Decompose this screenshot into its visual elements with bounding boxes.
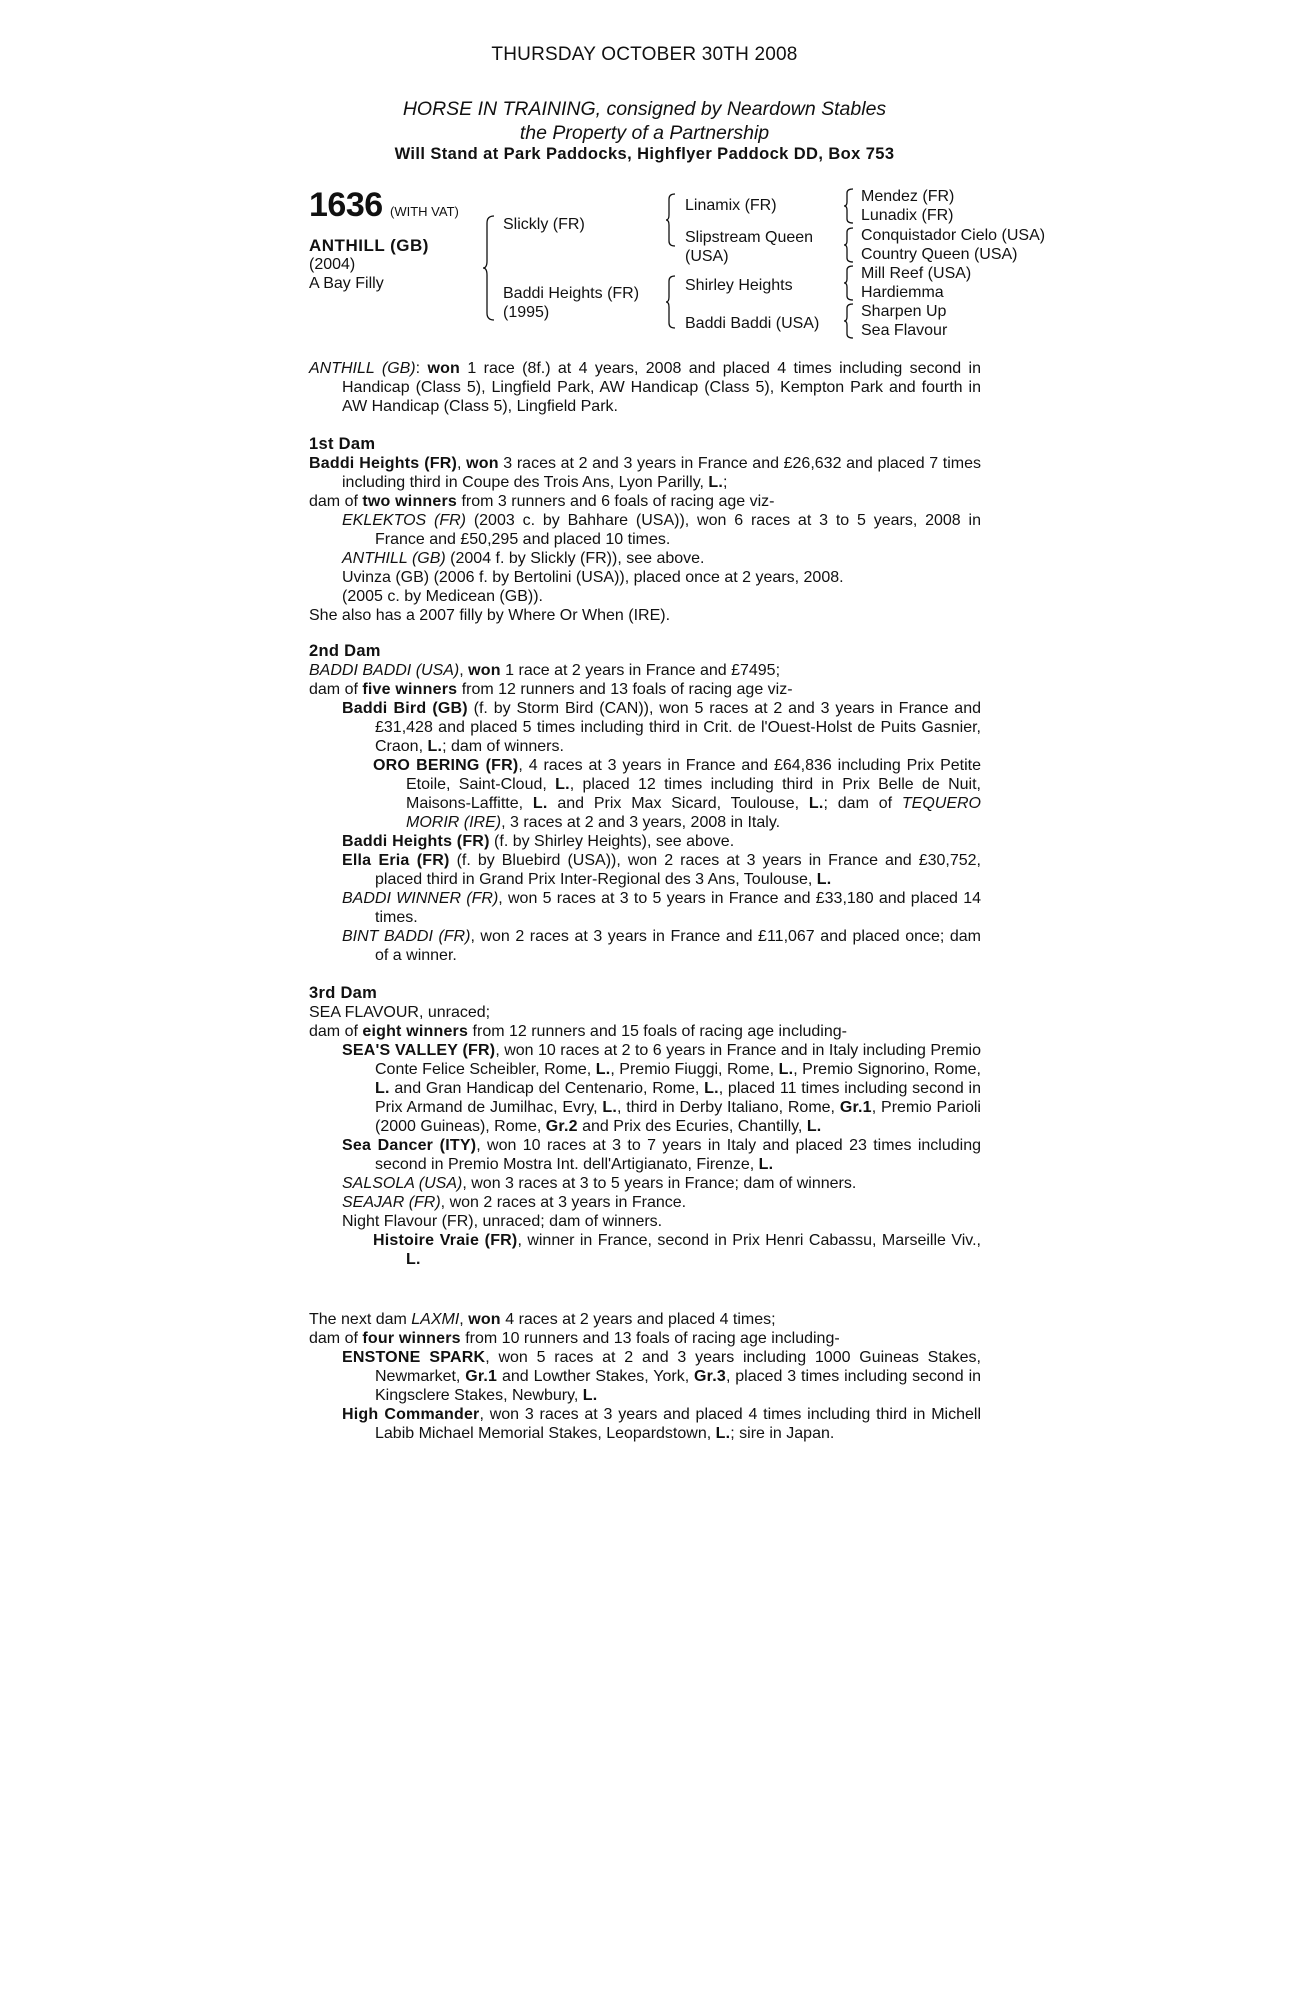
pedigree-gen3-7: Sharpen Up xyxy=(861,303,947,320)
list-item: BADDI WINNER (FR), won 5 races at 3 to 5 years in France and £33,180 and placed 14 times. xyxy=(342,890,981,926)
pedigree-dam-sire: Shirley Heights xyxy=(685,277,793,294)
pedigree-sire-dam-origin: (USA) xyxy=(685,248,729,265)
second-dam-name: BADDI BADDI (USA) xyxy=(309,662,460,679)
gen3-brace-3 xyxy=(843,265,855,301)
list-item: (2005 c. by Medicean (GB)). xyxy=(342,588,543,605)
list-item: EKLEKTOS (FR) (2003 c. by Bahhare (USA)), won 6 races at 3 to 5 years, 2008 in France and £50,295 and placed 10 times. xyxy=(342,512,981,548)
list-item: Sea Dancer (ITY), won 10 races at 3 to 7 years in Italy and placed 23 times including second in Premio Mostra Int. dell'Artigianato, Firenze, L. xyxy=(342,1137,981,1173)
third-dam-section: SEA FLAVOUR, unraced; dam of eight winners from 12 runners and 15 foals of racing age including- SEA'S VALLEY (FR), won 10 races at 2 to 6 years in France and in Italy including Premio Conte Felice Scheibler, Rome, L., Premio Fiuggi, Rome, L., Premio Signorino, Rome, L. and Gran Handicap del Centenario, Rome, L., placed 11 times including second in Prix Armand de Jumilhac, Evry, L., third in Derby Italiano, Rome, Gr.1, Premio Parioli (2000 Guineas), Rome, Gr.2 and Prix des Ecuries, Chantilly, L. Sea Dancer (ITY), won 10 races at 3 to 7 years in Italy and placed 23 times including second in Premio Mostra Int. dell'Artigianato, Firenze, L. SALSOLA (USA), won 3 races at 3 to 5 years in France; dam of winners. SEAJAR (FR), won 2 races at 3 years in France. Night Flavour (FR), unraced; dam of winners. Histoire Vraie (FR), winner in France, second in Prix Henri Cabassu, Marseille Viv., L. xyxy=(309,1004,982,1268)
second-dam-section: BADDI BADDI (USA), won 1 race at 2 years in France and £7495; dam of five winners from 12 runners and 13 foals of racing age viz- Baddi Bird (GB) (f. by Storm Bird (CAN)), won 5 races at 2 and 3 years in France and £31,428 and placed 5 times including third in Crit. de l'Ouest-Holst de Puits Gasnier, Craon, L.; dam of winners. ORO BERING (FR), 4 races at 3 years in France and £64,836 including Prix Petite Etoile, Saint-Cloud, L., placed 12 times including third in Prix Belle de Nuit, Maisons-Laffitte, L. and Prix Max Sicard, Toulouse, L.; dam of TEQUERO MORIR (IRE), 3 races at 2 and 3 years, 2008 in Italy. Baddi Heights (FR) (f. by Shirley Heights), see above. Ella Eria (FR) (f. by Bluebird (USA)), won 2 races at 3 years in France and £30,752, placed third in Grand Prix Inter-Regional des 3 Ans, Toulouse, L. BADDI WINNER (FR), won 5 races at 3 to 5 years in France and £33,180 and placed 14 times. BINT BADDI (FR), won 2 races at 3 years in France and £11,067 and placed once; dam of a winner. xyxy=(309,662,982,964)
race-record: ANTHILL (GB): won 1 race (8f.) at 4 years, 2008 and placed 4 times including second in Handicap (Class 5), Lingfield Park, AW Handicap (Class 5), Kempton Park and fourth in AW Handicap (Class 5), Lingfield Park. xyxy=(309,360,981,415)
list-item: Uvinza (GB) (2006 f. by Bertolini (USA)), placed once at 2 years, 2008. xyxy=(342,569,844,586)
list-item: Baddi Bird (GB) (f. by Storm Bird (CAN)), won 5 races at 2 and 3 years in France and £31,428 and placed 5 times including third in Crit. de l'Ouest-Holst de Puits Gasnier, Craon, L.; dam of winners. xyxy=(342,700,982,755)
next-dam-section: The next dam LAXMI, won 4 races at 2 years and placed 4 times; dam of four winners from 10 runners and 13 foals of racing age including- ENSTONE SPARK, won 5 races at 2 and 3 years including 1000 Guineas Stakes, Newmarket, Gr.1 and Lowther Stakes, York, Gr.3, placed 3 times including second in Kingsclere Stakes, Newbury, L. High Commander, won 3 races at 3 years and placed 4 times including third in Michell Labib Michael Memorial Stakes, Leopardstown, L.; sire in Japan. xyxy=(309,1311,982,1442)
stand-location: Will Stand at Park Paddocks, Highflyer Paddock DD, Box 753 xyxy=(394,145,895,163)
pedigree-gen3-4: Country Queen (USA) xyxy=(861,246,1018,263)
vat-note: (WITH VAT) xyxy=(390,204,459,219)
consignment-line: HORSE IN TRAINING, consigned by Neardown Stables xyxy=(402,98,887,120)
list-item: SEAJAR (FR), won 2 races at 3 years in France. xyxy=(342,1194,687,1211)
pedigree-gen3-3: Conquistador Cielo (USA) xyxy=(861,227,1046,244)
horse-year: (2004) xyxy=(309,256,356,273)
pedigree-sire-sire: Linamix (FR) xyxy=(685,197,777,214)
pedigree-dam: Baddi Heights (FR) xyxy=(503,285,640,302)
also-note: She also has a 2007 filly by Where Or When (IRE). xyxy=(309,607,671,624)
gen3-brace-4 xyxy=(843,303,855,339)
pedigree-gen3-5: Mill Reef (USA) xyxy=(861,265,972,282)
list-item: ORO BERING (FR), 4 races at 3 years in France and £64,836 including Prix Petite Etoile, Saint-Cloud, L., placed 12 times including third in Prix Belle de Nuit, Maisons-Laffitte, L. and Prix Max Sicard, Toulouse, L.; dam of TEQUERO MORIR (IRE), 3 races at 2 and 3 years, 2008 in Italy. xyxy=(373,757,982,831)
list-item: SEA'S VALLEY (FR), won 10 races at 2 to 6 years in France and in Italy including Premio Conte Felice Scheibler, Rome, L., Premio Fiuggi, Rome, L., Premio Signorino, Rome, L. and Gran Handicap del Centenario, Rome, L., placed 11 times including second in Prix Armand de Jumilhac, Evry, L., third in Derby Italiano, Rome, Gr.1, Premio Parioli (2000 Guineas), Rome, Gr.2 and Prix des Ecuries, Chantilly, L. xyxy=(342,1042,982,1135)
pedigree-gen3-6: Hardiemma xyxy=(861,284,944,301)
first-dam-name: Baddi Heights (FR) xyxy=(309,455,457,472)
sire-parents-brace xyxy=(665,193,677,247)
list-item: ENSTONE SPARK, won 5 races at 2 and 3 years including 1000 Guineas Stakes, Newmarket, Gr.1 and Lowther Stakes, York, Gr.3, placed 3 times including second in Kingsclere Stakes, Newbury, L. xyxy=(342,1349,982,1404)
pedigree-sire: Slickly (FR) xyxy=(503,216,585,233)
dam-parents-brace xyxy=(665,275,677,329)
first-dam-heading: 1st Dam xyxy=(309,435,376,453)
gen3-brace-2 xyxy=(843,227,855,263)
pedigree-gen3-1: Mendez (FR) xyxy=(861,188,955,205)
next-dam-name: LAXMI xyxy=(411,1311,460,1328)
third-dam-heading: 3rd Dam xyxy=(309,984,378,1002)
sire-dam-brace xyxy=(482,215,496,321)
list-item: BINT BADDI (FR), won 2 races at 3 years in France and £11,067 and placed once; dam of a winner. xyxy=(342,928,982,964)
pedigree-dam-dam: Baddi Baddi (USA) xyxy=(685,315,820,332)
gen3-brace-1 xyxy=(843,188,855,224)
pedigree-gen3-2: Lunadix (FR) xyxy=(861,207,954,224)
list-item: ANTHILL (GB) (2004 f. by Slickly (FR)), see above. xyxy=(342,550,705,567)
list-item: Baddi Heights (FR) (f. by Shirley Heights), see above. xyxy=(342,833,735,850)
second-dam-heading: 2nd Dam xyxy=(309,642,381,660)
list-item: Histoire Vraie (FR), winner in France, second in Prix Henri Cabassu, Marseille Viv., L. xyxy=(373,1232,981,1268)
pedigree-gen3-8: Sea Flavour xyxy=(861,322,948,339)
horse-name: ANTHILL (GB) xyxy=(309,236,429,255)
lot-number: 1636 xyxy=(309,186,383,224)
horse-ref: ANTHILL (GB) xyxy=(309,360,416,377)
first-dam-section: Baddi Heights (FR), won 3 races at 2 and 3 years in France and £26,632 and placed 7 times including third in Coupe des Trois Ans, Lyon Parilly, L.; dam of two winners from 3 runners and 6 foals of racing age viz- EKLEKTOS (FR) (2003 c. by Bahhare (USA)), won 6 races at 3 to 5 years, 2008 in France and £50,295 and placed 10 times. ANTHILL (GB) (2004 f. by Slickly (FR)), see above. Uvinza (GB) (2006 f. by Bertolini (USA)), placed once at 2 years, 2008. (2005 c. by Medicean (GB)). She also has a 2007 filly by Where Or When (IRE). xyxy=(309,455,982,624)
sale-date: THURSDAY OCTOBER 30TH 2008 xyxy=(491,44,798,65)
horse-description: A Bay Filly xyxy=(309,275,384,292)
list-item: Night Flavour (FR), unraced; dam of winners. xyxy=(342,1213,663,1230)
pedigree-sire-dam: Slipstream Queen xyxy=(685,229,814,246)
third-dam-name: SEA FLAVOUR, unraced; xyxy=(309,1004,491,1021)
property-line: the Property of a Partnership xyxy=(519,122,770,144)
list-item: High Commander, won 3 races at 3 years and placed 4 times including third in Michell Labib Michael Memorial Stakes, Leopardstown, L.; sire in Japan. xyxy=(342,1406,981,1442)
pedigree-dam-year: (1995) xyxy=(503,304,550,321)
list-item: SALSOLA (USA), won 3 races at 3 to 5 years in France; dam of winners. xyxy=(342,1175,857,1192)
list-item: Ella Eria (FR) (f. by Bluebird (USA)), won 2 races at 3 years in France and £30,752, placed third in Grand Prix Inter-Regional des 3 Ans, Toulouse, L. xyxy=(342,852,981,888)
